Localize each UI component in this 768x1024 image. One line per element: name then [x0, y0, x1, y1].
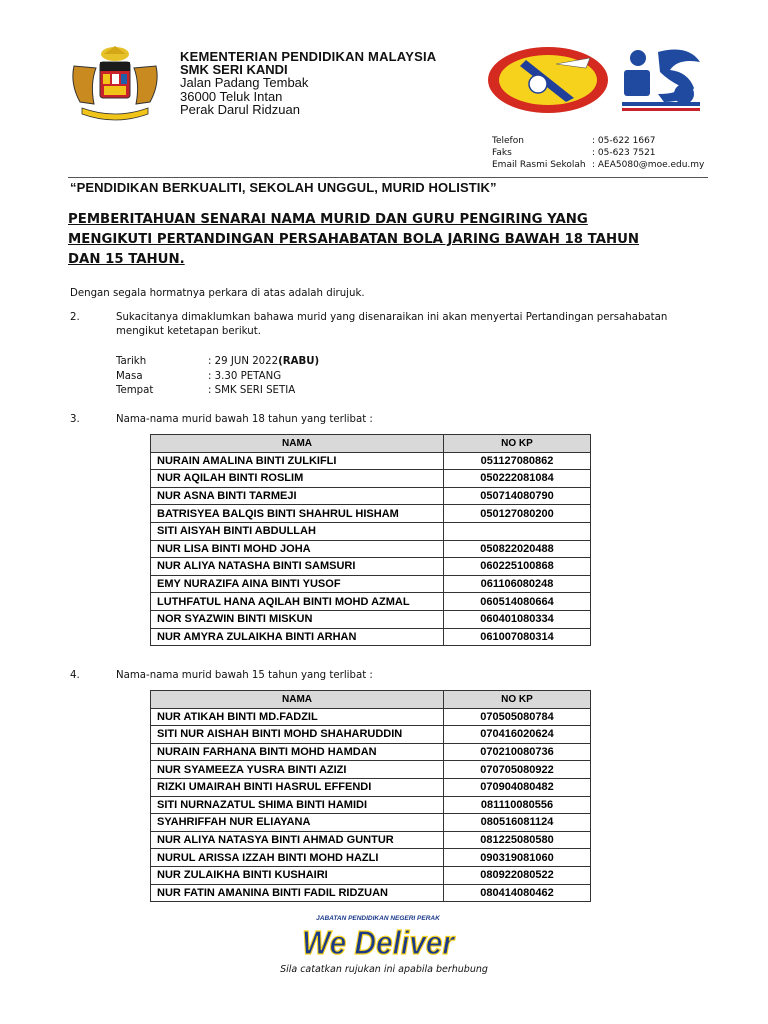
- student-name-cell: NURUL ARISSA IZZAH BINTI MOHD HAZLI: [151, 849, 444, 867]
- letter-title: [68, 210, 708, 270]
- paragraph-text: Nama-nama murid bawah 18 tahun yang terlibat :: [116, 414, 373, 425]
- we-deliver-logo: [298, 912, 458, 970]
- paragraph-text: Nama-nama murid bawah 15 tahun yang terlibat :: [116, 670, 373, 681]
- jabatan-text: JABATAN PENDIDIKAN NEGERI PERAK: [316, 915, 440, 922]
- title-line: PEMBERITAHUAN SENARAI NAMA MURID DAN GURU PENGIRING YANG: [68, 212, 588, 227]
- table-row: [151, 575, 591, 593]
- ic-number-cell: 061007080314: [444, 628, 591, 646]
- column-header-name: NAMA: [151, 435, 444, 453]
- student-name-cell: RIZKI UMAIRAH BINTI HASRUL EFFENDI: [151, 778, 444, 796]
- header-divider: [68, 177, 708, 178]
- ic-number-cell: 080516081124: [444, 814, 591, 832]
- table-row: [151, 884, 591, 902]
- detail-label: Masa: [116, 370, 143, 382]
- contact-value: : 05-622 1667: [592, 136, 656, 146]
- paragraph-number: 3.: [70, 414, 80, 425]
- ic-number-cell: 050714080790: [444, 487, 591, 505]
- detail-row: [116, 355, 319, 370]
- detail-extra: (RABU): [278, 356, 320, 367]
- paragraph-number: 4.: [70, 670, 80, 681]
- contact-row: [492, 159, 704, 171]
- student-name-cell: NUR ALIYA NATASYA BINTI AHMAD GUNTUR: [151, 831, 444, 849]
- detail-label: Tempat: [116, 385, 154, 396]
- column-header-kp: NO KP: [444, 435, 591, 453]
- contact-value: : AEA5080@moe.edu.my: [592, 160, 705, 170]
- table-row: [151, 610, 591, 628]
- address-line: Perak Darul Ridzuan: [180, 102, 300, 117]
- ic-number-cell: 060225100868: [444, 558, 591, 576]
- table-row: [151, 849, 591, 867]
- table-header-row: [151, 691, 591, 709]
- student-name-cell: BATRISYEA BALQIS BINTI SHAHRUL HISHAM: [151, 505, 444, 523]
- ic-number-cell: 070705080922: [444, 761, 591, 779]
- table-row: [151, 831, 591, 849]
- ic-number-cell: 061106080248: [444, 575, 591, 593]
- we-deliver-text: We Deliver: [302, 924, 456, 961]
- table-row: [151, 761, 591, 779]
- table-row: [151, 487, 591, 505]
- student-name-cell: NUR AQILAH BINTI ROSLIM: [151, 470, 444, 488]
- malaysia-coat-of-arms-logo: [64, 44, 166, 124]
- student-name-cell: NOR SYAZWIN BINTI MISKUN: [151, 610, 444, 628]
- ic-number-cell: 050222081084: [444, 470, 591, 488]
- table-row: [151, 814, 591, 832]
- student-name-cell: NUR FATIN AMANINA BINTI FADIL RIDZUAN: [151, 884, 444, 902]
- contact-label: Email Rasmi Sekolah: [492, 160, 586, 170]
- student-name-cell: NUR ASNA BINTI TARMEJI: [151, 487, 444, 505]
- table-row: [151, 558, 591, 576]
- student-name-cell: EMY NURAZIFA AINA BINTI YUSOF: [151, 575, 444, 593]
- student-name-cell: NUR SYAMEEZA YUSRA BINTI AZIZI: [151, 761, 444, 779]
- table-row: [151, 505, 591, 523]
- address-line: 36000 Teluk Intan: [180, 88, 283, 104]
- table-row: [151, 743, 591, 761]
- contact-label: Faks: [492, 148, 512, 158]
- table-row: [151, 796, 591, 814]
- ic-number-cell: 050127080200: [444, 505, 591, 523]
- table-row: [151, 522, 591, 540]
- student-name-cell: SITI NURNAZATUL SHIMA BINTI HAMIDI: [151, 796, 444, 814]
- title-line: MENGIKUTI PERTANDINGAN PERSAHABATAN BOLA JARING BAWAH 18 TAHUN: [68, 232, 640, 247]
- ic-number-cell: 090319081060: [444, 849, 591, 867]
- ic-number-cell: 050822020488: [444, 540, 591, 558]
- ic-number-cell: 060401080334: [444, 610, 591, 628]
- detail-value: : 3.30 PETANG: [208, 370, 282, 382]
- student-name-cell: NUR ZULAIKHA BINTI KUSHAIRI: [151, 866, 444, 884]
- table-row: [151, 540, 591, 558]
- student-name-cell: SITI AISYAH BINTI ABDULLAH: [151, 522, 444, 540]
- u15-student-table: [150, 690, 591, 902]
- detail-value: : SMK SERI SETIA: [208, 385, 296, 396]
- title-line: DAN 15 TAHUN.: [68, 252, 185, 267]
- student-name-cell: SITI NUR AISHAH BINTI MOHD SHAHARUDDIN: [151, 726, 444, 744]
- ic-number-cell: 051127080862: [444, 452, 591, 470]
- paragraph-text: Sukacitanya dimaklumkan bahawa murid yang disenaraikan ini akan menyertai Pertandingan persahabatan mengikut ketetapan berikut.: [116, 312, 668, 337]
- column-header-name: NAMA: [151, 691, 444, 709]
- table-row: [151, 726, 591, 744]
- ic-number-cell: 080922080522: [444, 866, 591, 884]
- school-address: [180, 76, 308, 117]
- intro-paragraph: Dengan segala hormatnya perkara di atas adalah dirujuk.: [70, 288, 365, 299]
- ministry-name: KEMENTERIAN PENDIDIKAN MALAYSIA: [180, 49, 437, 64]
- event-details: [116, 355, 319, 399]
- reference-note: Sila catatkan rujukan ini apabila berhubung: [280, 964, 488, 975]
- address-line: Jalan Padang Tembak: [180, 75, 309, 90]
- table-header-row: [151, 435, 591, 453]
- student-name-cell: LUTHFATUL HANA AQILAH BINTI MOHD AZMAL: [151, 593, 444, 611]
- table-row: [151, 628, 591, 646]
- ic-number-cell: 070904080482: [444, 778, 591, 796]
- table-row: [151, 593, 591, 611]
- contact-info: [492, 135, 704, 171]
- ic-number-cell: 081110080556: [444, 796, 591, 814]
- ic-number-cell: 070210080736: [444, 743, 591, 761]
- student-name-cell: NUR ATIKAH BINTI MD.FADZIL: [151, 708, 444, 726]
- school-badge-logo: [486, 44, 610, 116]
- table-row: [151, 708, 591, 726]
- table-row: [151, 470, 591, 488]
- ts25-programme-logo: [618, 44, 704, 116]
- student-name-cell: NUR LISA BINTI MOHD JOHA: [151, 540, 444, 558]
- paragraph-number: 2.: [70, 312, 80, 323]
- contact-row: [492, 147, 704, 159]
- student-name-cell: NUR AMYRA ZULAIKHA BINTI ARHAN: [151, 628, 444, 646]
- detail-label: Tarikh: [116, 356, 147, 367]
- detail-row: [116, 384, 319, 399]
- ic-number-cell: 081225080580: [444, 831, 591, 849]
- table-row: [151, 452, 591, 470]
- table-row: [151, 778, 591, 796]
- detail-value: : 29 JUN 2022: [208, 356, 279, 367]
- student-name-cell: NURAIN FARHANA BINTI MOHD HAMDAN: [151, 743, 444, 761]
- ic-number-cell: 070505080784: [444, 708, 591, 726]
- ic-number-cell: 060514080664: [444, 593, 591, 611]
- student-name-cell: NUR ALIYA NATASHA BINTI SAMSURI: [151, 558, 444, 576]
- ic-number-cell: 080414080462: [444, 884, 591, 902]
- contact-row: [492, 135, 704, 147]
- contact-label: Telefon: [492, 136, 524, 146]
- ic-number-cell: [444, 522, 591, 540]
- ic-number-cell: 070416020624: [444, 726, 591, 744]
- column-header-kp: NO KP: [444, 691, 591, 709]
- student-name-cell: SYAHRIFFAH NUR ELIAYANA: [151, 814, 444, 832]
- contact-value: : 05-623 7521: [592, 148, 656, 158]
- detail-row: [116, 370, 319, 385]
- u18-student-table: [150, 434, 591, 646]
- table-row: [151, 866, 591, 884]
- school-motto: “PENDIDIKAN BERKUALITI, SEKOLAH UNGGUL, MURID HOLISTIK”: [70, 180, 497, 195]
- student-name-cell: NURAIN AMALINA BINTI ZULKIFLI: [151, 452, 444, 470]
- school-name: SMK SERI KANDI: [180, 62, 288, 77]
